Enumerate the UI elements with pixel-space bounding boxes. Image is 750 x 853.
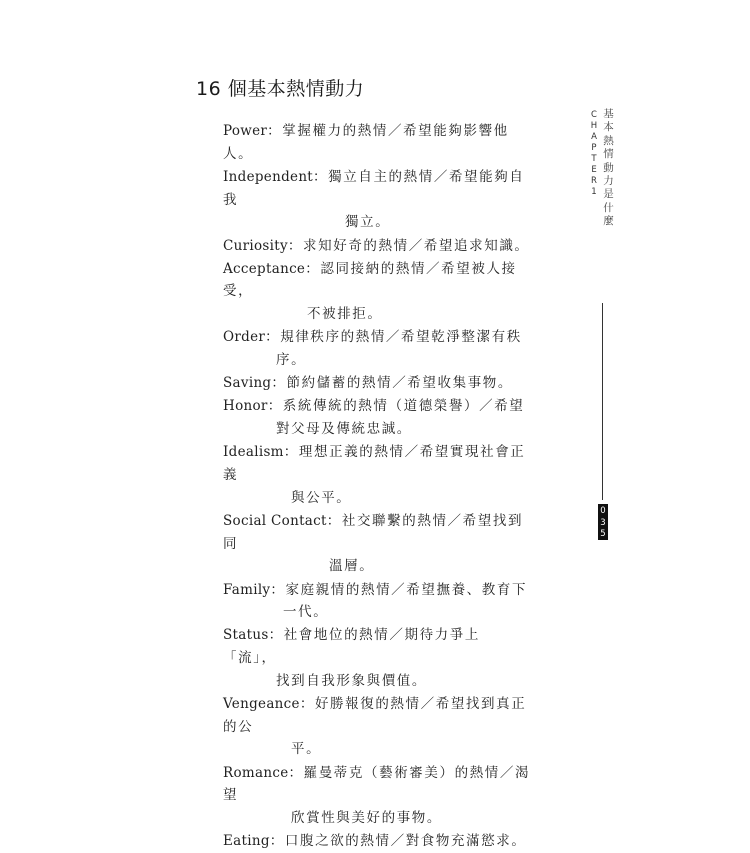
- term: Idealism: [223, 444, 284, 461]
- term: Honor: [223, 398, 268, 415]
- term: Independent: [223, 168, 314, 185]
- separator: ：: [269, 833, 285, 850]
- list-item: [223, 235, 533, 258]
- term: Order: [223, 329, 266, 346]
- term: Saving: [223, 375, 272, 392]
- separator: ：: [283, 444, 299, 461]
- description: 求知好奇的熱情／希望追求知識。: [303, 237, 530, 254]
- description-continued: 欣賞性與美好的事物。: [291, 810, 442, 827]
- description-continued: 序。: [276, 352, 307, 369]
- term: Power: [223, 123, 268, 139]
- term: Vengeance: [223, 696, 300, 713]
- description: 系統傳統的熱情（道德榮譽）／希望: [282, 398, 525, 415]
- term: Romance: [223, 764, 289, 781]
- separator: ：: [313, 168, 329, 185]
- list-item: [223, 120, 533, 165]
- list-item: [223, 395, 533, 440]
- description: 認同接納的熱情／希望被人接受，: [223, 260, 517, 300]
- description: 理想正義的熱情／希望實現社會正義: [223, 444, 526, 484]
- list-item: [223, 624, 533, 692]
- list-item: [223, 830, 533, 853]
- term: Social Contact: [223, 512, 327, 529]
- description-continued: 溫層。: [329, 558, 375, 575]
- list-item: [223, 510, 533, 578]
- list-item: [223, 166, 533, 234]
- description-continued: 找到自我形象與價值。: [276, 672, 427, 689]
- description-continued: 一代。: [283, 604, 329, 621]
- list-item: [223, 693, 533, 761]
- description: 口腹之欲的熱情／對食物充滿慾求。: [284, 833, 527, 850]
- description: 規律秩序的熱情／希望乾淨整潔有秩: [280, 329, 522, 346]
- description-continued: 與公平。: [291, 489, 352, 506]
- margin-rule: [602, 303, 603, 500]
- chapter-label: CHAPTER 1: [590, 110, 598, 197]
- page-number: 035: [598, 504, 608, 540]
- description: 社交聯繫的熱情／希望找到同: [223, 512, 524, 552]
- term: Status: [223, 627, 269, 644]
- separator: ：: [305, 260, 321, 277]
- page-title: 16 個基本熱情動力: [196, 78, 365, 100]
- list-item: [223, 372, 533, 395]
- term: Curiosity: [223, 237, 288, 254]
- separator: ：: [287, 237, 304, 254]
- separator: ：: [268, 627, 284, 644]
- term: Family: [223, 581, 271, 598]
- separator: ：: [288, 764, 304, 781]
- description-continued: 對父母及傳統忠誠。: [276, 421, 412, 438]
- separator: ：: [326, 512, 342, 529]
- description: 節約儲蓄的熱情／希望收集事物。: [286, 375, 513, 392]
- description-continued: 獨立。: [345, 214, 391, 231]
- description: 家庭親情的熱情／希望撫養、教育下: [285, 581, 528, 598]
- list-item: [223, 762, 533, 830]
- passion-list: [223, 120, 533, 853]
- description: 羅曼蒂克（藝術審美）的熱情／渴望: [223, 764, 531, 804]
- list-item: [223, 441, 533, 509]
- separator: ：: [267, 398, 283, 415]
- description-continued: 平。: [291, 741, 322, 758]
- description: 獨立自主的熱情／希望能夠自我: [223, 168, 525, 208]
- separator: ：: [267, 123, 283, 139]
- separator: ：: [271, 375, 287, 392]
- chapter-title: 基本熱情動力是什麼: [603, 108, 614, 228]
- separator: ：: [299, 696, 315, 713]
- separator: ：: [270, 581, 286, 598]
- description-continued: 不被排拒。: [307, 306, 383, 323]
- list-item: [223, 579, 533, 624]
- description: 社會地位的熱情／期待力爭上「流」，: [223, 627, 480, 667]
- description: 好勝報復的熱情／希望找到真正的公: [223, 696, 527, 735]
- separator: ：: [265, 329, 281, 346]
- description: 掌握權力的熱情／希望能夠影響他人。: [223, 123, 509, 162]
- term: Acceptance: [223, 260, 306, 277]
- term: Eating: [223, 833, 270, 850]
- list-item: [223, 258, 533, 326]
- list-item: [223, 326, 533, 371]
